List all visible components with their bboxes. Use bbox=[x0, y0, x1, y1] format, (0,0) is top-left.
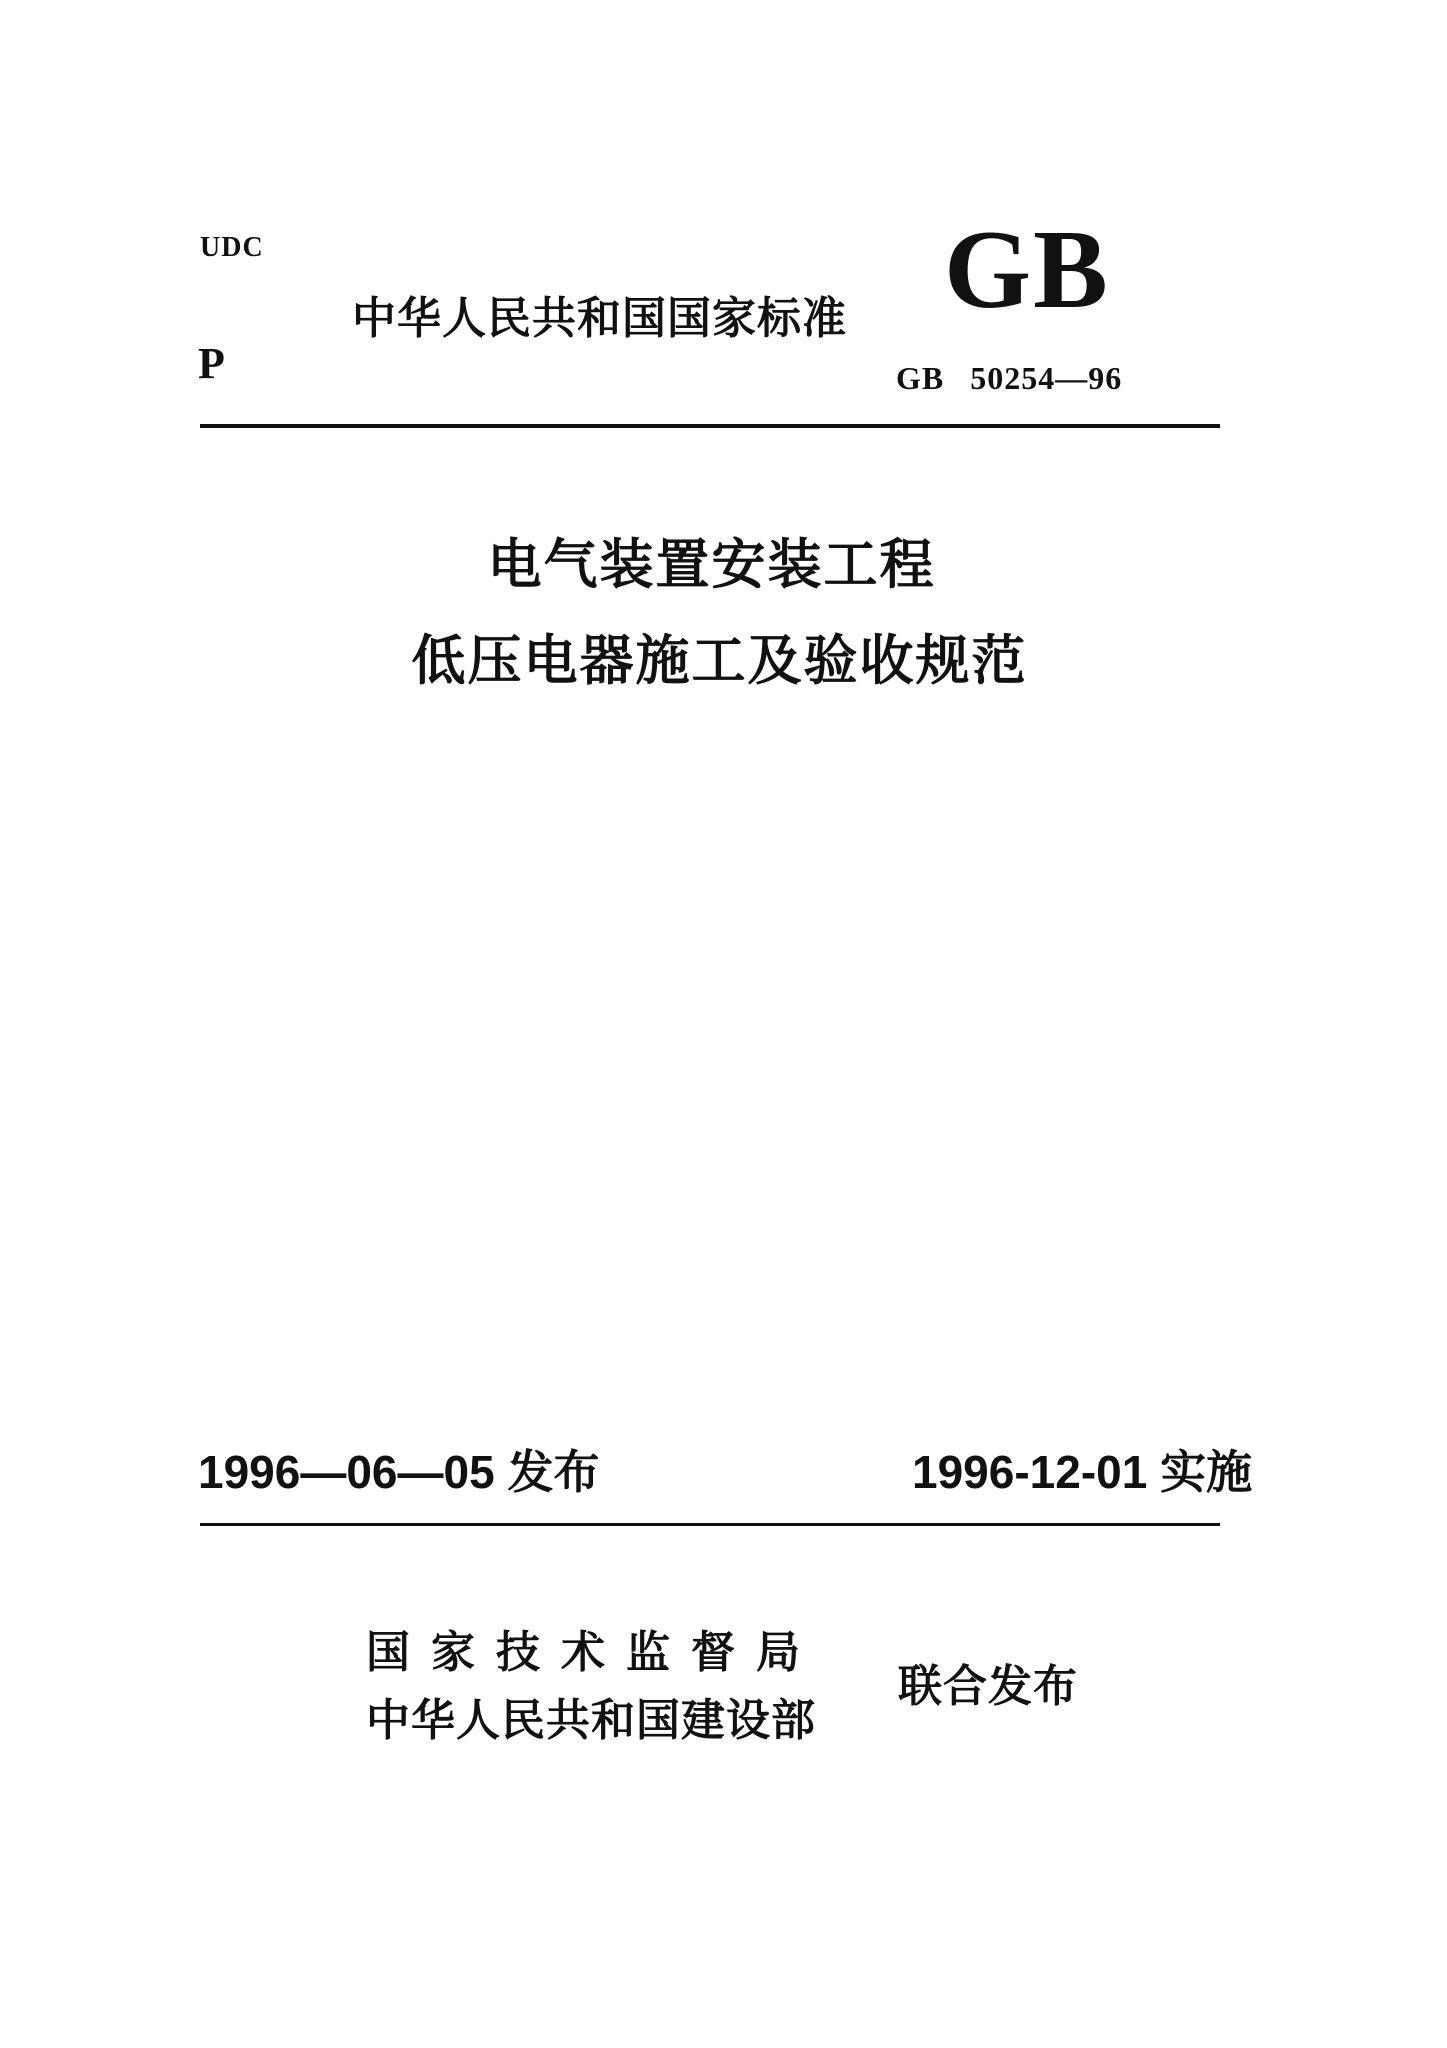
gb-logo: GB bbox=[944, 208, 1110, 332]
national-standard-heading: 中华人民共和国国家标准 bbox=[352, 293, 847, 344]
effective-date: 1996-12-01 实施 bbox=[912, 1446, 1253, 1498]
bottom-divider bbox=[200, 1523, 1220, 1526]
issue-date: 1996—06—05 发布 bbox=[198, 1446, 600, 1498]
udc-label: UDC bbox=[200, 232, 264, 263]
document-title-line-2: 低压电器施工及验收规范 bbox=[411, 629, 1028, 692]
publisher-technical-supervision-bureau: 国家技术监督局 bbox=[366, 1627, 821, 1678]
standard-code: 50254—96 bbox=[970, 360, 1123, 396]
top-divider bbox=[200, 424, 1220, 428]
standard-number bbox=[896, 360, 1122, 397]
p-classification-label: P bbox=[198, 339, 225, 388]
document-title-line-1: 电气装置安装工程 bbox=[487, 533, 936, 596]
standard-prefix: GB bbox=[896, 360, 945, 396]
publisher-ministry-of-construction: 中华人民共和国建设部 bbox=[366, 1695, 816, 1746]
joint-publication-label: 联合发布 bbox=[898, 1661, 1078, 1712]
